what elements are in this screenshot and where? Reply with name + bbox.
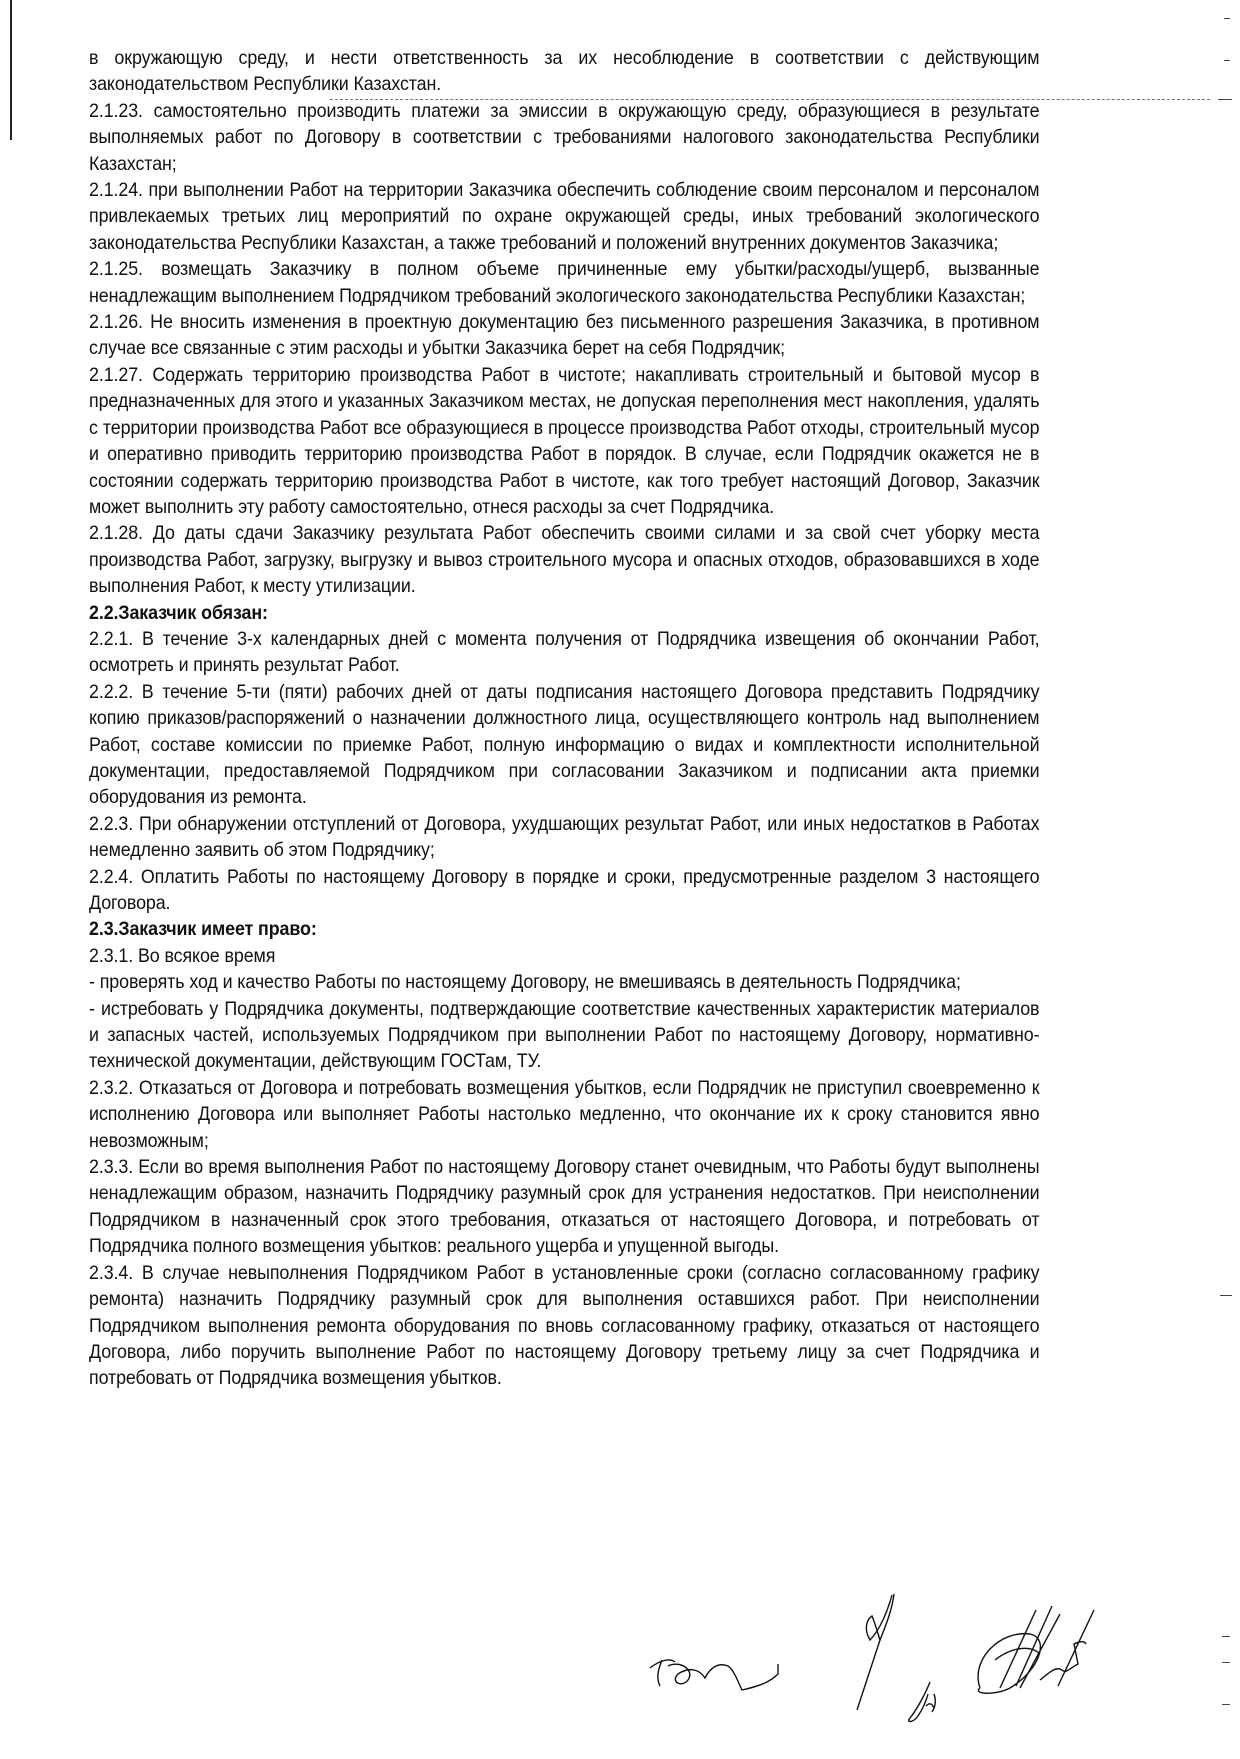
signature-1 [650, 1660, 778, 1690]
clause-2-2-2: 2.2.2. В течение 5-ти (пяти) рабочих дней от даты подписания настоящего Договора представить Подрядчику копию приказов/распоряжений о назначении должностного лица, осуществляющего контроль над выполнением Работ, составе комиссии по приемке Работ, полную информацию о видах и комплектности исполнительной документации, предоставляемой Подрядчиком при согласовании Заказчиком и подписании акта приемки оборудования из ремонта. [89, 681, 1040, 809]
edge-mark [1224, 60, 1230, 61]
initials-signature [909, 1682, 936, 1722]
clause-2-3-4: 2.3.4. В случае невыполнения Подрядчиком Работ в установленные сроки (согласно согласованному графику ремонта) назначить Подрядчику разумный срок для выполнения оставшихся работ. При неисполнении Подрядчиком выполнения ремонта оборудования по вновь согласованному графику, отказаться от настоящего Договора, либо поручить выполнение Работ по настоящему Договору третьему лицу за счет Подрядчика и потребовать от Подрядчика возмещения убытков. [89, 1262, 1040, 1390]
clause-2-3-3: 2.3.3. Если во время выполнения Работ по настоящему Договору станет очевидным, что Работы будут выполнены ненадлежащим образом, назначить Подрядчику разумный срок для устранения недостатков. При неисполнении Подрядчиком в назначенный срок этого требования, отказаться от настоящего Договора, и потребовать от Подрядчика полного возмещения убытков: реального ущерба и упущенной выгоды. [89, 1157, 1040, 1258]
clause-2-3-1-item-1: - проверять ход и качество Работы по настоящему Договору, не вмешиваясь в деятельность Подрядчика; [89, 972, 961, 994]
clause-2-3-2: 2.3.2. Отказаться от Договора и потребовать возмещения убытков, если Подрядчик не приступил своевременно к исполнению Договора или выполняет Работы настолько медленно, что окончание их к сроку становится явно невозможным; [89, 1077, 1040, 1152]
clause-2-1-24: 2.1.24. при выполнении Работ на территории Заказчика обеспечить соблюдение своим персоналом и персоналом привлекаемых третьих лиц мероприятий по охране окружающей среды, иных требований экологического законодательства Республики Казахстан, а также требований и положений внутренних документов Заказчика; [89, 180, 1040, 254]
clause-2-1-23: 2.1.23. самостоятельно производить платежи за эмиссии в окружающую среду, образующиеся в результате выполняемых работ по Договору в соответствии с требованиями налогового законодательства Республики Казахстан; [89, 100, 1040, 175]
clause-2-1-28: 2.1.28. До даты сдачи Заказчику результата Работ обеспечить своими силами и за свой счет уборку места производства Работ, загрузку, выгрузку и вывоз строительного мусора и опасных отходов, образовавшихся в ходе выполнения Работ, к месту утилизации. [89, 523, 1040, 598]
clause-2-1-27: 2.1.27. Содержать территорию производства Работ в чистоте; накапливать строительный и бытовой мусор в предназначенных для этого и указанных Заказчиком местах, не допуская переполнения мест накопления, удалять с территории производства Работ все образующиеся в процессе производства Работ отходы, строительный мусор и оперативно приводить территорию производства Работ в порядок. В случае, если Подрядчик окажется не в состоянии содержать территорию производства Работ в чистоте, как того требует настоящий Договор, Заказчик может выполнить эту работу самостоятельно, отнеся расходы за счет Подрядчика. [89, 364, 1040, 518]
clause-2-2-3: 2.2.3. При обнаружении отступлений от Договора, ухудшающих результат Работ, или иных недостатков в Работах немедленно заявить об этом Подрядчику; [89, 813, 1040, 862]
signature-3 [978, 1606, 1094, 1693]
clause-2-3-1-item-2: - истребовать у Подрядчика документы, подтверждающие соответствие качественных характеристик материалов и запасных частей, используемых Подрядчиком при выполнении Работ по настоящему Договору, нормативно-технической документации, действующим ГОСТам, ТУ. [89, 998, 1040, 1073]
clause-2-3-1: 2.3.1. Во всякое время [89, 945, 276, 967]
edge-mark [1222, 1704, 1230, 1705]
edge-mark [1220, 1295, 1232, 1296]
section-heading-2-2: 2.2.Заказчик обязан: [89, 602, 268, 624]
edge-mark [1222, 1662, 1230, 1663]
signature-2 [857, 1594, 894, 1710]
signatures-svg [600, 1570, 1240, 1754]
clause-2-2-4: 2.2.4. Оплатить Работы по настоящему Договору в порядке и сроки, предусмотренные разделом 3 настоящего Договора. [89, 866, 1040, 914]
signatures-area [600, 1570, 1240, 1754]
contract-body [89, 46, 1039, 1393]
edge-mark [1218, 99, 1232, 100]
clause-2-1-26: 2.1.26. Не вносить изменения в проектную документацию без письменного разрешения Заказчика, в противном случае все связанные с этим расходы и убытки Заказчика берет на себя Подрядчик; [89, 312, 1040, 360]
scan-edge-line [10, 0, 12, 140]
paragraph-continuation: в окружающую среду, и нести ответственность за их несоблюдение в соответствии с действующим законодательством Республики Казахстан. [89, 48, 1040, 96]
edge-mark [1224, 18, 1230, 19]
scan-right-edge-marks [1212, 0, 1232, 1754]
clause-2-1-25: 2.1.25. возмещать Заказчику в полном объеме причиненные ему убытки/расходы/ущерб, вызванные ненадлежащим выполнением Подрядчиком требований экологического законодательства Республики Казахстан; [89, 259, 1040, 307]
edge-mark [1222, 1636, 1230, 1637]
clause-2-2-1: 2.2.1. В течение 3-х календарных дней с момента получения от Подрядчика извещения об окончании Работ, осмотреть и принять результат Работ. [89, 628, 1040, 677]
section-heading-2-3: 2.3.Заказчик имеет право: [89, 919, 317, 941]
